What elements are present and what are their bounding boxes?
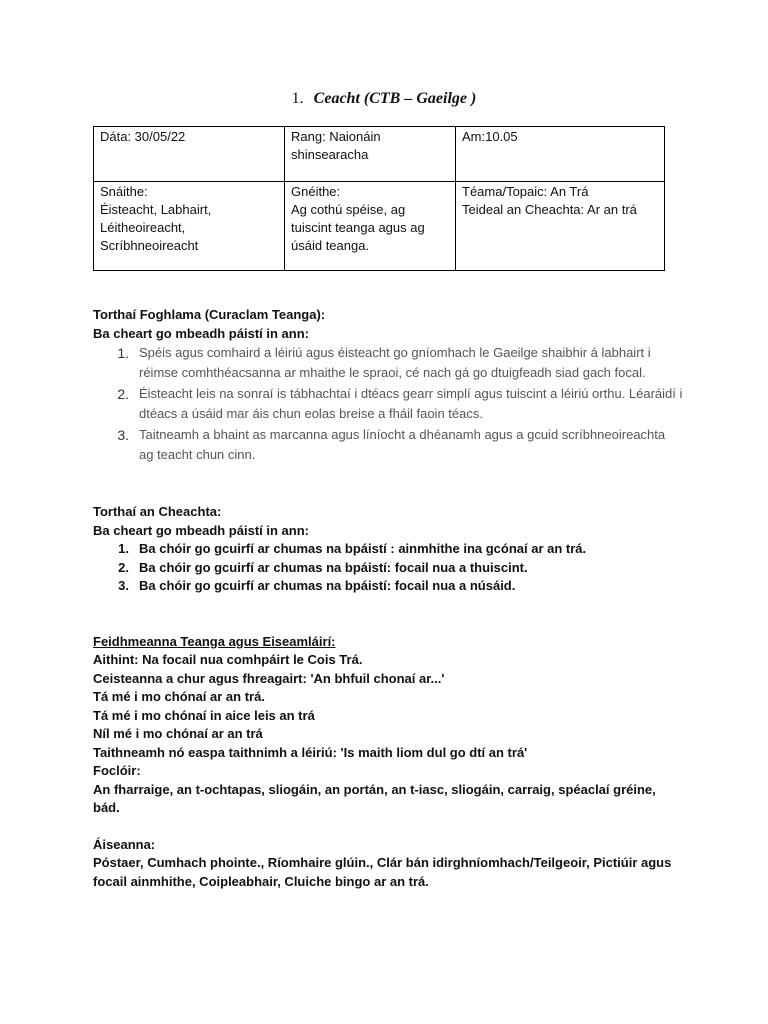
strands-line: Léitheoireacht,: [100, 220, 186, 235]
date-cell: Dáta: 30/05/22: [94, 127, 285, 182]
learning-heading: Torthaí Foghlama (Curaclam Teanga):: [93, 307, 326, 322]
learning-intro: Ba cheart go mbeadh páistí in ann:: [93, 325, 309, 341]
lesson-info-table: [93, 126, 665, 271]
functions-line: Taithneamh nó easpa taithnimh a léiriú: 'Is maith liom dul go dtí an trá': [93, 744, 528, 760]
elements-label: Gnéithe:: [291, 184, 341, 199]
list-item: 1. Ba chóir go gcuirfí ar chumas na bpáistí : ainmhithe ina gcónaí ar an trá.: [118, 541, 587, 556]
resources-heading: Áiseanna:: [93, 836, 156, 852]
theme-cell: [456, 182, 665, 271]
lesson-outcomes-list: [93, 540, 683, 596]
list-item: 3. Taitneamh a bhaint as marcanna agus líníocht a dhéanamh agus a gcuid scríbhneoireachta ag teacht chun cinn.: [117, 427, 666, 462]
list-item: 3. Ba chóir go gcuirfí ar chumas na bpáistí: focail nua a núsáid.: [118, 578, 516, 593]
strands-cell: [94, 182, 285, 271]
resources-text: Póstaer, Cumhach phointe., Ríomhaire glúin., Clár bán idirghníomhach/Teilgeoir, Pictiúir agus focail ainmhithe, Coipleabhair, Cluiche bingo ar an trá.: [93, 855, 672, 889]
list-item: 1. Spéis agus comhaird a léiriú agus éisteacht go gníomhach le Gaeilge shaibhir á labhairt i réimse comhthéacsanna ar mhaithe le spraoi, cé nach gá go dtuigfeadh siad gach focal.: [117, 345, 651, 380]
functions-line: Tá mé i mo chónaí in aice leis an trá: [93, 707, 315, 723]
list-item: 2. Éisteacht leis na sonraí is tábhachtaí i dtéacs gearr simplí agus tuiscint a léiriú orthu. Léaráidí i dtéacs a úsáid mar áis chun eolas breise a fháil faoin téacs.: [117, 386, 683, 421]
elements-cell: [285, 182, 456, 271]
class-cell: Rang: Naionáin shinsearacha: [285, 127, 456, 182]
title-text: Ceacht (CTB – Gaeilge ): [313, 90, 477, 107]
functions-heading: Feidhmeanna Teanga agus Eiseamláirí:: [93, 633, 336, 649]
title-number: 1.: [291, 90, 304, 107]
list-item: 2. Ba chóir go gcuirfí ar chumas na bpáistí: focail nua a thuiscint.: [118, 559, 528, 575]
page-title: [0, 90, 768, 108]
lesson-outcomes-intro: Ba cheart go mbeadh páistí in ann:: [93, 522, 309, 538]
functions-line: Tá mé i mo chónaí ar an trá.: [93, 689, 265, 704]
strands-label: Snáithe:: [100, 184, 148, 199]
vocabulary-label: Foclóir:: [93, 763, 141, 778]
vocabulary-list: An fharraige, an t-ochtapas, sliogáin, an portán, an t-iasc, sliogáin, carraig, spéaclaí gréine, bád.: [93, 781, 656, 815]
theme-line: Téama/Topaic: An Trá: [462, 184, 589, 199]
learning-outcomes-list: [93, 343, 683, 465]
lesson-title-line: Teideal an Cheachta: Ar an trá: [462, 202, 637, 217]
elements-line: Ag cothú spéise, ag: [291, 202, 406, 217]
lesson-outcomes-heading: Torthaí an Cheachta:: [93, 504, 222, 519]
functions-line: Aithint: Na focail nua comhpáirt le Cois Trá.: [93, 652, 363, 667]
strands-line: Scríbhneoireacht: [100, 238, 199, 253]
time-cell: Am:10.05: [456, 127, 665, 182]
lesson-body: [93, 306, 683, 891]
elements-line: tuiscint teanga agus ag: [291, 220, 425, 235]
functions-line: Níl mé i mo chónaí ar an trá: [93, 726, 263, 741]
functions-line: Ceisteanna a chur agus fhreagairt: 'An bhfuil chonaí ar...': [93, 670, 445, 686]
elements-line: úsáid teanga.: [291, 238, 370, 253]
strands-line: Éisteacht, Labhairt,: [100, 202, 212, 217]
